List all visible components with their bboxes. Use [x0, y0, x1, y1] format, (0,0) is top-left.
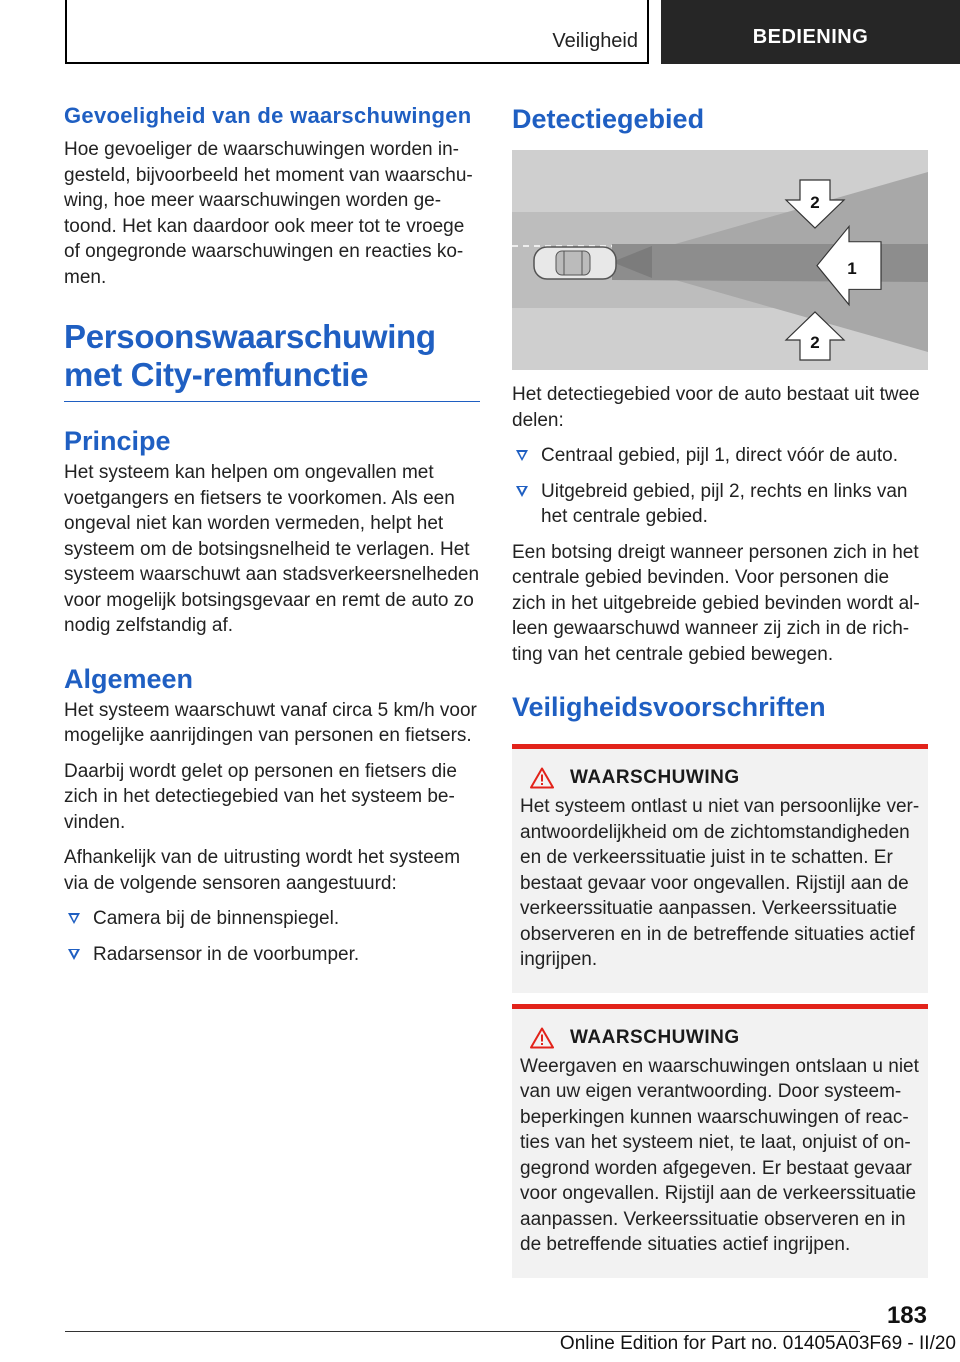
detection-intro: Het detectiegebied voor de auto bestaat uit twee delen: [512, 384, 920, 431]
principle-text: Het systeem kan helpen om ongevallen met voetgangers en fietsers te voorkomen. Als een ongeval niet kan worden vermeden, helpt het systeem om de botsingsnelheid te verlagen. Het systeem waarschuwt aan stadsverkeersnelheden voor mogelijk botsingsgevaar en remt de auto zo nodig zelfstandig af. [64, 462, 480, 636]
triangle-bullet-icon [516, 450, 528, 461]
principle-heading: Principe [64, 426, 171, 456]
header-chapter-tab[interactable] [661, 0, 960, 64]
detection-text: Een botsing dreigt wanneer personen zich in het centrale gebied bevinden. Voor personen die zich in het uitgebreide gebied bevinden wordt al-leen gewaarschuwd wanneer zij zich in de rich-ting van het centrale gebied bewegen. [512, 541, 920, 665]
left-column [64, 100, 480, 967]
warning-box [512, 1004, 928, 1278]
footer-edition[interactable]: Online Edition for Part no. 01405A03F69 - II/20 [559, 1333, 956, 1354]
general-heading: Algemeen [64, 663, 194, 694]
warning-box [512, 744, 928, 993]
right-column [512, 100, 928, 1278]
warning-title: WAARSCHUWING [530, 1027, 920, 1049]
diagram-label-top: 2 [810, 193, 820, 212]
sensor-list [64, 906, 480, 967]
warning-triangle-icon [530, 767, 554, 789]
warning-triangle-icon [530, 1027, 554, 1049]
footer-divider [65, 1331, 860, 1332]
detection-heading: Detectiegebied [512, 104, 705, 134]
triangle-bullet-icon [68, 913, 80, 924]
header-chapter-label: BEDIENING [752, 25, 869, 48]
sensitivity-text: Hoe gevoeliger de waarschuwingen worden in-gesteld, bijvoorbeeld het moment van waarschu-wing, hoe meer waarschuwingen worden ge-toond. Het kan daardoor ook meer tot te vroege of ongegronde waarschuwingen en reacties ko-men. [64, 139, 473, 288]
diagram-label-bottom: 2 [810, 333, 820, 352]
triangle-bullet-icon [68, 949, 80, 960]
main-heading-block [64, 318, 480, 402]
general-paragraph-3: Afhankelijk van de uitrusting wordt het systeem via de volgende sensoren aangestuurd: [64, 847, 461, 894]
safety-heading: Veiligheidsvoorschriften [512, 692, 826, 722]
general-paragraph-1: Het systeem waarschuwt vanaf circa 5 km/h voor mogelijke aanrijdingen van personen en fietsers. [64, 699, 477, 746]
warning-text: Weergaven en waarschuwingen ontslaan u niet van uw eigen verantwoording. Door systeem-beperkingen kunnen waarschuwingen of reac-ties van het systeem niet, te laat, onjuist of on-gegrond worden afgegeven. Er bestaat gevaar voor ongevallen. Rijstijl aan de verkeerssituatie aanpassen. Verkeerssituatie observeren en in de betreffende situaties actief ingrijpen. [520, 1055, 919, 1255]
car-icon [534, 247, 616, 279]
list-item: Centraal gebied, pijl 1, direct vóór de auto. [512, 443, 928, 469]
triangle-bullet-icon [516, 486, 528, 497]
area-list [512, 443, 928, 530]
warning-title: WAARSCHUWING [530, 767, 920, 789]
warning-text: Het systeem ontlast u niet van persoonlijke ver-antwoordelijkheid om de zichtomstandigheden en de verkeerssituatie juist in te schatten. Er bestaat gevaar voor ongevallen. Rijstijl aan de verkeerssituatie aanpassen. Verkeerssituatie observeren en in de betreffende situaties actief ingrijpen. [520, 796, 920, 970]
page-number: 183 [886, 1302, 927, 1329]
list-item: Uitgebreid gebied, pijl 2, rechts en links van het centrale gebied. [512, 479, 928, 530]
list-item: Camera bij de binnenspiegel. [64, 906, 480, 932]
detection-area-diagram [512, 150, 928, 370]
main-heading: Persoonswaarschuwing met City-remfunctie [64, 318, 436, 393]
diagram-label-center: 1 [847, 259, 857, 278]
sensitivity-heading: Gevoeligheid van de waarschuwingen [64, 103, 472, 128]
header-section-title: Veiligheid [552, 30, 638, 52]
list-item: Radarsensor in de voorbumper. [64, 942, 480, 968]
general-paragraph-2: Daarbij wordt gelet op personen en fietsers die zich in het detectiegebied van het systeem be-vinden. [64, 760, 457, 833]
